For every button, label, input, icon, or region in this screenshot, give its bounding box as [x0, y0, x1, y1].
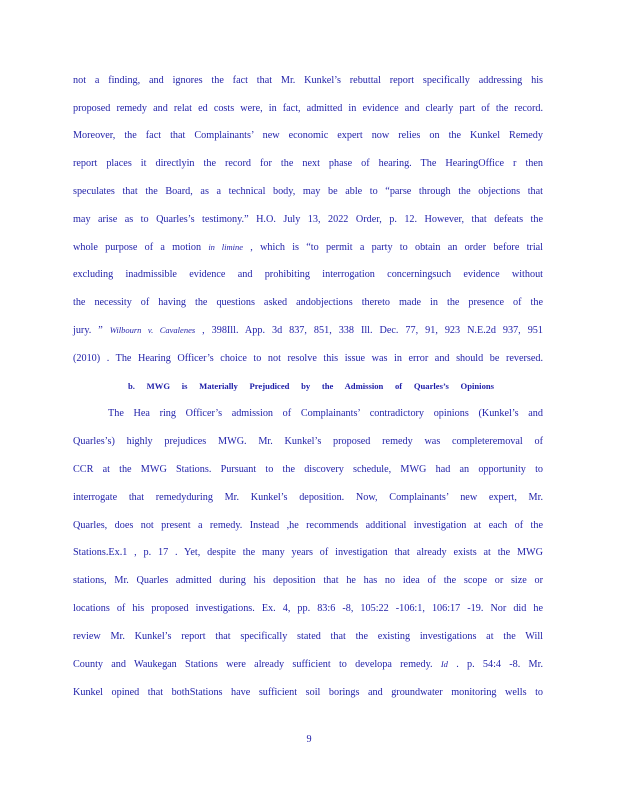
text-run: , which is “to permit a party to obtain an order before trial [243, 242, 544, 253]
body-text-line [73, 324, 543, 337]
body-text-line: Moreover, the fact that Complainants’ new economic expert now relies on the Kunkel Remedy [73, 130, 543, 141]
body-text-line: excluding inadmissible evidence and prohibiting interrogation concerningsuch evidence without [73, 269, 543, 280]
body-text-line [73, 241, 543, 254]
body-text-line: review Mr. Kunkel’s report that specifically stated that the existing investigations at the Will [73, 631, 543, 642]
body-text-line: the necessity of having the questions asked andobjections thereto made in the presence of the [73, 297, 543, 308]
body-text-line: Quarles, does not present a remedy. Instead ,he recommends additional investigation at each of the [73, 520, 543, 531]
text-run: County and Waukegan Stations were already sufficient to developa remedy. [73, 659, 441, 670]
text-run: , 398Ill. App. 3d 837, 851, 338 Ill. Dec. 77, 91, 923 N.E.2d 937, 951 [195, 325, 543, 336]
body-text-line [73, 658, 543, 671]
body-text-line: Kunkel opined that bothStations have sufficient soil borings and groundwater monitoring wells to [73, 687, 543, 698]
body-text-line: CCR at the MWG Stations. Pursuant to the discovery schedule, MWG had an opportunity to [73, 464, 543, 475]
body-text-line: Stations.Ex.1 , p. 17 . Yet, despite the many years of investigation that already exists at the MWG [73, 547, 543, 558]
body-text-line: stations, Mr. Quarles admitted during his deposition that he has no idea of the scope or size or [73, 575, 543, 586]
section-heading: b. MWG is Materially Prejudiced by the Admission of Quarles’s Opinions [128, 381, 494, 391]
body-text-line: (2010) . The Hearing Officer’s choice to not resolve this issue was in error and should be reversed. [73, 353, 543, 364]
body-text-line: interrogate that remedyduring Mr. Kunkel’s deposition. Now, Complainants’ new expert, Mr. [73, 492, 543, 503]
case-citation-italic: Wilbourn v. Cavalenes [109, 325, 196, 335]
body-text-line: Quarles’s) highly prejudices MWG. Mr. Kunkel’s proposed remedy was completeremoval of [73, 436, 543, 447]
paragraph-first-line: The Hea ring Officer’s admission of Complainants’ contradictory opinions (Kunkel’s and [108, 408, 543, 419]
text-run: jury. ” [73, 325, 110, 336]
body-text-line: may arise as to Quarles’s testimony.” H.O. July 13, 2022 Order, p. 12. However, that defeats the [73, 214, 543, 225]
page-number: 9 [306, 734, 312, 745]
text-run: whole purpose of a motion [73, 242, 209, 253]
text-run: . p. 54:4 -8. Mr. [447, 659, 543, 670]
body-text-line: speculates that the Board, as a technical body, may be able to “parse through the objections that [73, 186, 543, 197]
case-term-italic: in limine [208, 242, 244, 252]
body-text-line: proposed remedy and relat ed costs were, in fact, admitted in evidence and clearly part of the record. [73, 103, 543, 114]
body-text-line: locations of his proposed investigations. Ex. 4, pp. 83:6 -8, 105:22 -106:1, 106:17 -19. Nor did he [73, 603, 543, 614]
body-text-line: report places it directlyin the record for the next phase of hearing. The HearingOffice r then [73, 158, 543, 169]
citation-id-italic: Id [440, 659, 448, 669]
body-text-line: not a finding, and ignores the fact that Mr. Kunkel’s rebuttal report specifically addressing his [73, 75, 543, 86]
